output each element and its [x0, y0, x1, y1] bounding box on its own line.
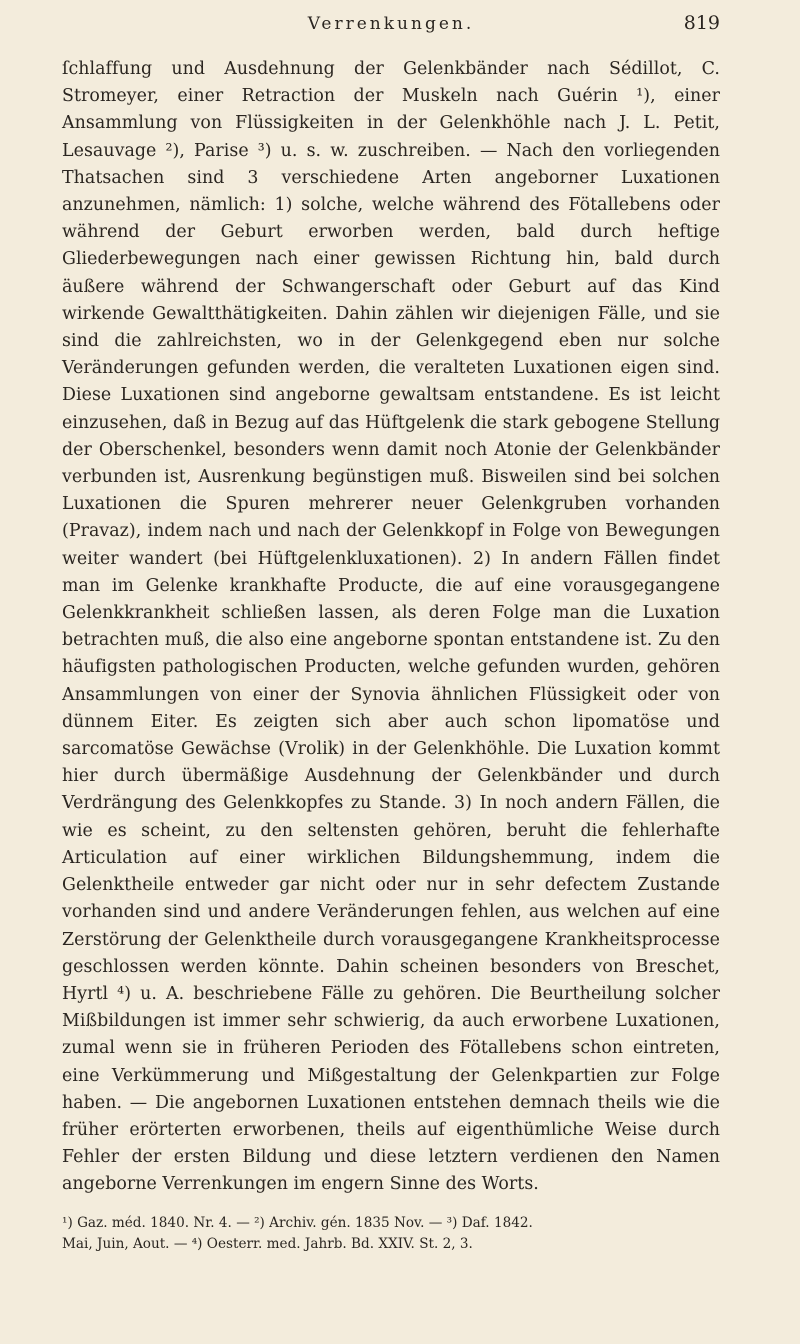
body-text: [62, 56, 720, 1199]
running-title: Verrenkungen.: [307, 14, 475, 34]
footnotes: [62, 1213, 720, 1255]
page-number: 819: [683, 12, 720, 34]
main-paragraph: ſchlaffung und Ausdehnung der Gelenkbänder nach Sédillot, C. Stromeyer, einer Retraction der Muskeln nach Guérin ¹), einer Ansammlung von Flüssigkeiten in der Gelenkhöhle nach J. L. Petit, Lesauvage ²), Parise ³) u. s. w. zuschreiben. — Nach den vorliegenden Thatsachen sind 3 verschiedene Arten angeborner Luxationen anzunehmen, nämlich: 1) solche, welche während des Fötallebens oder während der Geburt erworben werden, bald durch heftige Gliederbewegungen nach einer gewissen Richtung hin, bald durch äußere während der Schwangerschaft oder Geburt auf das Kind wirkende Gewaltthätigkeiten. Dahin zählen wir diejenigen Fälle, und sie sind die zahlreichsten, wo in der Gelenkgegend eben nur solche Veränderungen gefunden werden, die veralteten Luxationen eigen sind. Diese Luxationen sind angeborne gewaltsam entstandene. Es ist leicht einzusehen, daß in Bezug auf das Hüftgelenk die stark gebogene Stellung der Oberschenkel, besonders wenn damit noch Atonie der Gelenkbänder verbunden ist, Ausrenkung begünstigen muß. Bisweilen sind bei solchen Luxationen die Spuren mehrerer neuer Gelenkgruben vorhanden (Pravaz), indem nach und nach der Gelenkkopf in Folge von Bewegungen weiter wandert (bei Hüftgelenkluxationen). 2) In andern Fällen findet man im Gelenke krankhafte Producte, die auf eine vorausgegangene Gelenkkrankheit schließen lassen, als deren Folge man die Luxation betrachten muß, die also eine angeborne spontan entstandene ist. Zu den häufigsten pathologischen Producten, welche gefunden wurden, gehören Ansammlungen von einer der Synovia ähnlichen Flüssigkeit oder von dünnem Eiter. Es zeigten sich aber auch schon lipomatöse und sarcomatöse Gewächse (Vrolik) in der Gelenkhöhle. Die Luxation kommt hier durch übermäßige Ausdehnung der Gelenkbänder und durch Verdrängung des Gelenkkopfes zu Stande. 3) In noch andern Fällen, die wie es scheint, zu den seltensten gehören, beruht die fehlerhafte Articulation auf einer wirklichen Bildungshemmung, indem die Gelenktheile entweder gar nicht oder nur in sehr defectem Zustande vorhanden sind und andere Veränderungen fehlen, aus welchen auf eine Zerstörung der Gelenktheile durch vorausgegangene Krankheitsprocesse geschlossen werden könnte. Dahin scheinen besonders von Breschet, Hyrtl ⁴) u. A. beschriebene Fälle zu gehören. Die Beurtheilung solcher Mißbildungen ist immer sehr schwierig, da auch erworbene Luxationen, zumal wenn sie in früheren Perioden des Fötallebens schon eintreten, eine Verkümmerung und Mißgestaltung der Gelenkpartien zur Folge haben. — Die angebornen Luxationen entstehen demnach theils wie die früher erörterten erworbenen, theils auf eigenthümliche Weise durch Fehler der ersten Bildung und diese letztern verdienen den Namen angeborne Verrenkungen im engern Sinne des Worts.: [62, 59, 720, 1195]
page-header: [62, 0, 720, 56]
footnote-line-2: Mai, Juin, Aout. — ⁴) Oesterr. med. Jahrb. Bd. XXIV. St. 2, 3.: [62, 1235, 473, 1252]
footnote-line-1: ¹) Gaz. méd. 1840. Nr. 4. — ²) Archiv. gén. 1835 Nov. — ³) Daf. 1842.: [62, 1214, 533, 1231]
